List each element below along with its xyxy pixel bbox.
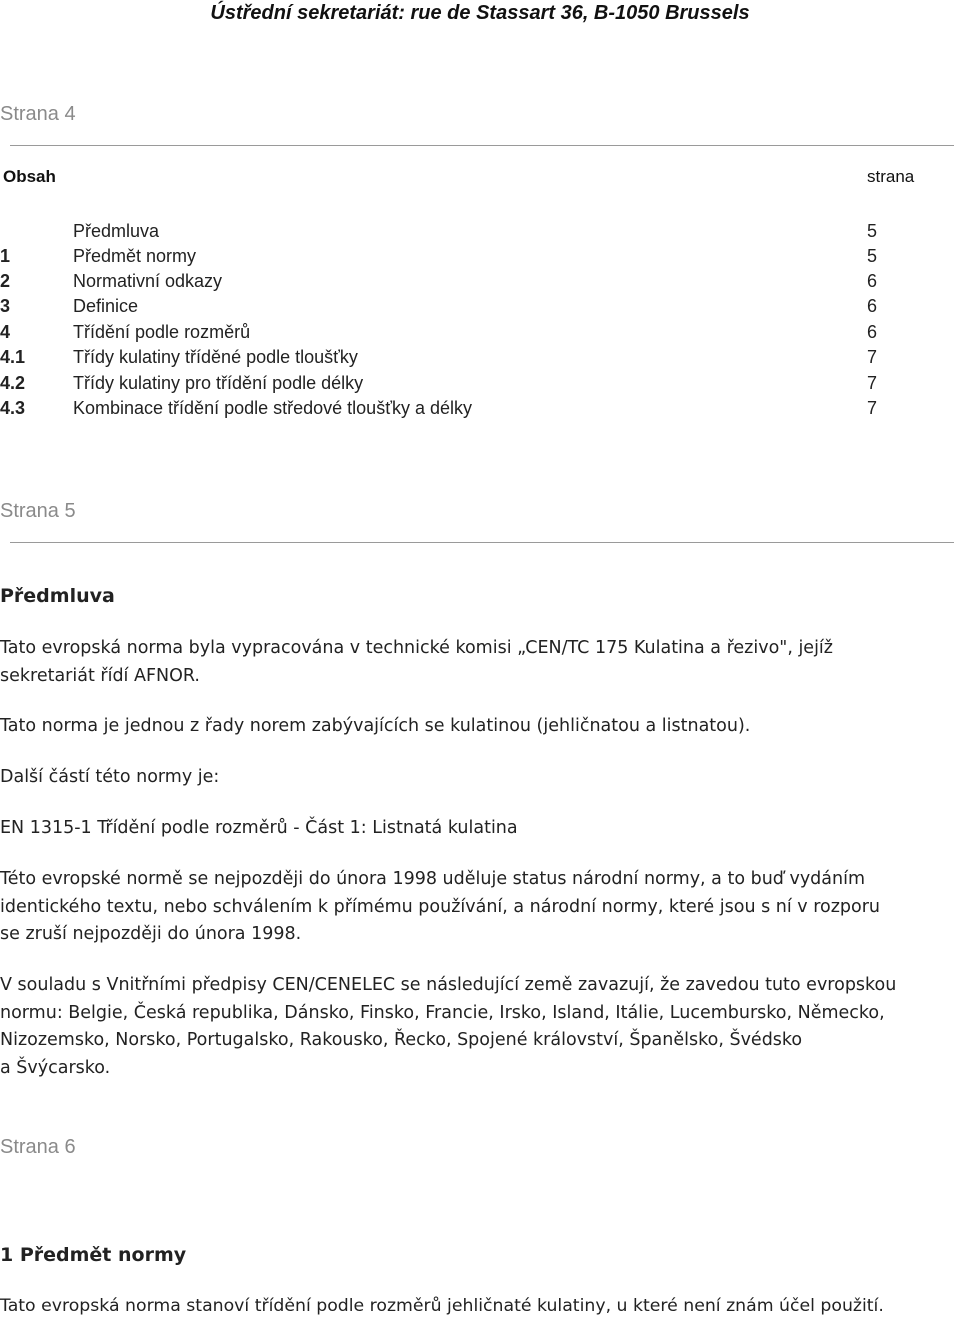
toc-title: Předmluva bbox=[73, 221, 160, 241]
toc-row bbox=[0, 322, 960, 347]
toc-title: Třídy kulatiny pro třídění podle délky bbox=[73, 373, 364, 393]
toc-title: Kombinace třídění podle středové tloušťky a délky bbox=[73, 398, 472, 418]
toc-page-number: 6 bbox=[867, 296, 878, 316]
foreword-paragraph-3: Další částí této normy je: bbox=[0, 767, 220, 787]
toc-number: 4 bbox=[0, 322, 11, 342]
toc-page-number: 5 bbox=[867, 221, 878, 241]
toc-title: Definice bbox=[73, 296, 139, 316]
divider bbox=[10, 145, 954, 146]
toc-row bbox=[0, 296, 960, 321]
section-heading-scope: 1 Předmět normy bbox=[0, 1244, 187, 1266]
toc-title: Normativní odkazy bbox=[73, 271, 223, 291]
foreword-paragraph-6: V souladu s Vnitřními předpisy CEN/CENELEC se následující země zavazují, že zavedou tuto evropskou normu: Belgie, Česká republika, Dánsko, Finsko, Francie, Irsko, Island, Itálie, Lucembursko, Německo, Nizozemsko, Norsko, Portugalsko, Rakousko, Řecko, Spojené království, Španělsko, Švédsko a Švýcarsko. bbox=[0, 975, 897, 1078]
foreword-paragraph-4: EN 1315-1 Třídění podle rozměrů - Část 1: Listnatá kulatina bbox=[0, 818, 518, 838]
toc-row bbox=[0, 271, 960, 296]
toc-number: 4.3 bbox=[0, 398, 26, 418]
toc-row bbox=[0, 347, 960, 372]
toc-number: 1 bbox=[0, 246, 11, 266]
foreword-paragraph-1: Tato evropská norma byla vypracována v technické komisi „CEN/TC 175 Kulatina a řezivo", jejíž sekretariát řídí AFNOR. bbox=[0, 638, 833, 686]
toc-number: 4.1 bbox=[0, 347, 26, 367]
page-label-5: Strana 5 bbox=[0, 500, 76, 522]
toc-row bbox=[0, 398, 960, 423]
toc-page-number: 7 bbox=[867, 398, 878, 418]
toc-page-number: 6 bbox=[867, 322, 878, 342]
toc-page-number: 7 bbox=[867, 373, 878, 393]
toc-number: 4.2 bbox=[0, 373, 26, 393]
toc-title: Předmět normy bbox=[73, 246, 197, 266]
toc-row bbox=[0, 373, 960, 398]
toc-row bbox=[0, 246, 960, 271]
toc-number: 2 bbox=[0, 271, 11, 291]
document-header-title: Ústřední sekretariát: rue de Stassart 36, B-1050 Brussels bbox=[210, 2, 750, 24]
toc-page-number: 5 bbox=[867, 246, 878, 266]
toc-title: Třídění podle rozměrů bbox=[73, 322, 251, 342]
foreword-paragraph-2: Tato norma je jednou z řady norem zabývajících se kulatinou (jehličnatou a listnatou). bbox=[0, 716, 751, 736]
scope-paragraph-1: Tato evropská norma stanoví třídění podle rozměrů jehličnaté kulatiny, u které není znám účel použití. bbox=[0, 1296, 884, 1316]
section-heading-foreword: Předmluva bbox=[0, 585, 115, 607]
toc-page-number: 6 bbox=[867, 271, 878, 291]
toc-page-number: 7 bbox=[867, 347, 878, 367]
toc-title: Třídy kulatiny tříděné podle tloušťky bbox=[73, 347, 358, 367]
page-label-6: Strana 6 bbox=[0, 1136, 76, 1158]
toc-number: 3 bbox=[0, 296, 11, 316]
foreword-paragraph-5: Této evropské normě se nejpozději do února 1998 uděluje status národní normy, a to buď vydáním identického textu, nebo schválením k přímému používání, a národní normy, které jsou s ní v rozporu se zruší nejpozději do února 1998. bbox=[0, 869, 881, 944]
toc-page-column-label: strana bbox=[867, 167, 915, 186]
page-label-4: Strana 4 bbox=[0, 103, 76, 125]
divider bbox=[10, 542, 954, 543]
toc-heading: Obsah bbox=[3, 167, 56, 186]
toc-row bbox=[0, 221, 960, 246]
